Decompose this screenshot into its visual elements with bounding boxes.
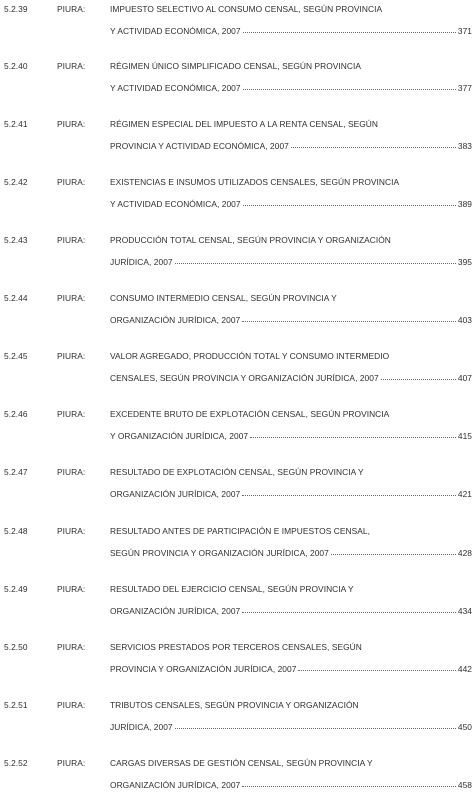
entry-title-line2: Y ACTIVIDAD ECONÓMICA, 2007 (110, 83, 241, 93)
dot-leader (250, 429, 456, 438)
entry-number: 5.2.41 (4, 119, 28, 129)
entry-title-row2 (110, 198, 472, 209)
dot-leader (331, 546, 456, 555)
entry-number: 5.2.42 (4, 177, 28, 187)
entry-title-line2: JURÍDICA, 2007 (110, 257, 173, 267)
entry-region: PIURA: (57, 119, 86, 129)
entry-title-row2 (110, 663, 472, 674)
entry-page-number: 377 (457, 83, 472, 93)
entry-number: 5.2.50 (4, 642, 28, 652)
entry-title-row2 (110, 82, 472, 93)
entry-title-row2 (110, 779, 472, 790)
dot-leader (291, 139, 456, 148)
dot-leader (175, 720, 456, 729)
entry-region: PIURA: (57, 293, 86, 303)
entry-title-line2: Y ACTIVIDAD ECONÓMICA, 2007 (110, 199, 241, 209)
entry-number: 5.2.40 (4, 61, 28, 71)
toc-entry[interactable] (0, 467, 474, 511)
entry-title-line1: RESULTADO DEL EJERCICIO CENSAL, SEGÚN PROVINCIA Y (110, 584, 354, 594)
dot-leader (242, 604, 456, 613)
entry-title-line2: PROVINCIA Y ORGANIZACIÓN JURÍDICA, 2007 (110, 664, 297, 674)
toc-entry[interactable] (0, 351, 474, 395)
entry-title-line1: RESULTADO ANTES DE PARTICIPACIÓN E IMPUESTOS CENSAL, (110, 526, 370, 536)
entry-title-line1: RÉGIMEN ÚNICO SIMPLIFICADO CENSAL, SEGÚN PROVINCIA (110, 61, 361, 71)
entry-region: PIURA: (57, 758, 86, 768)
entry-title-line2: Y ORGANIZACIÓN JURÍDICA, 2007 (110, 431, 249, 441)
entry-region: PIURA: (57, 642, 86, 652)
entry-title-row2 (110, 314, 472, 325)
dot-leader (242, 313, 456, 322)
entry-title-row2 (110, 547, 472, 558)
entry-title-line2: PROVINCIA Y ACTIVIDAD ECONÓMICA, 2007 (110, 141, 289, 151)
entry-title-row2 (110, 256, 472, 267)
toc-entry[interactable] (0, 177, 474, 221)
entry-region: PIURA: (57, 467, 86, 477)
entry-number: 5.2.45 (4, 351, 28, 361)
dot-leader (242, 487, 456, 496)
entry-number: 5.2.47 (4, 467, 28, 477)
entry-region: PIURA: (57, 235, 86, 245)
entry-title-line1: CARGAS DIVERSAS DE GESTIÓN CENSAL, SEGÚN PROVINCIA Y (110, 758, 373, 768)
entry-page-number: 403 (457, 315, 472, 325)
toc-entry[interactable] (0, 4, 474, 48)
entry-title-row2 (110, 488, 472, 499)
entry-title-row2 (110, 605, 472, 616)
entry-number: 5.2.51 (4, 700, 28, 710)
entry-title-line1: SERVICIOS PRESTADOS POR TERCEROS CENSALES, SEGÚN (110, 642, 362, 652)
entry-title-line1: VALOR AGREGADO, PRODUCCIÓN TOTAL Y CONSUMO INTERMEDIO (110, 351, 390, 361)
toc-entry[interactable] (0, 409, 474, 453)
entry-title-line2: ORGANIZACIÓN JURÍDICA, 2007 (110, 489, 241, 499)
entry-region: PIURA: (57, 409, 86, 419)
entry-number: 5.2.49 (4, 584, 28, 594)
toc-entry[interactable] (0, 235, 474, 279)
entry-title-line1: IMPUESTO SELECTIVO AL CONSUMO CENSAL, SEGÚN PROVINCIA (110, 4, 383, 14)
entry-region: PIURA: (57, 700, 86, 710)
entry-page-number: 450 (457, 722, 472, 732)
dot-leader (175, 255, 456, 264)
entry-title-line2: JURÍDICA, 2007 (110, 722, 173, 732)
entry-title-line1: RESULTADO DE EXPLOTACIÓN CENSAL, SEGÚN PROVINCIA Y (110, 467, 364, 477)
entry-page-number: 383 (457, 141, 472, 151)
entry-region: PIURA: (57, 4, 86, 14)
entry-page-number: 371 (457, 26, 472, 36)
dot-leader (381, 371, 456, 380)
entry-page-number: 415 (457, 431, 472, 441)
entry-title-row2 (110, 721, 472, 732)
entry-page-number: 421 (457, 489, 472, 499)
entry-region: PIURA: (57, 526, 86, 536)
entry-region: PIURA: (57, 177, 86, 187)
dot-leader (298, 662, 455, 671)
entry-title-row2 (110, 372, 472, 383)
entry-region: PIURA: (57, 61, 86, 71)
entry-title-line2: ORGANIZACIÓN JURÍDICA, 2007 (110, 606, 241, 616)
entry-title-row2 (110, 25, 472, 36)
entry-title-line2: Y ACTIVIDAD ECONÓMICA, 2007 (110, 26, 241, 36)
entry-title-line2: ORGANIZACIÓN JURÍDICA, 2007 (110, 780, 241, 790)
entry-title-line1: CONSUMO INTERMEDIO CENSAL, SEGÚN PROVINCIA Y (110, 293, 337, 303)
entry-number: 5.2.46 (4, 409, 28, 419)
entry-page-number: 442 (457, 664, 472, 674)
entry-title-line1: EXCEDENTE BRUTO DE EXPLOTACIÓN CENSAL, SEGÚN PROVINCIA (110, 409, 390, 419)
entry-title-row2 (110, 430, 472, 441)
toc-entry[interactable] (0, 584, 474, 628)
dot-leader (243, 24, 456, 33)
entry-page-number: 407 (457, 373, 472, 383)
entry-title-line2: SEGÚN PROVINCIA Y ORGANIZACIÓN JURÍDICA, 2007 (110, 548, 329, 558)
toc-entry[interactable] (0, 758, 474, 802)
entry-page-number: 428 (457, 548, 472, 558)
toc-entry[interactable] (0, 61, 474, 105)
entry-title-row2 (110, 140, 472, 151)
entry-number: 5.2.52 (4, 758, 28, 768)
toc-entry[interactable] (0, 293, 474, 337)
toc-entry[interactable] (0, 700, 474, 744)
entry-page-number: 434 (457, 606, 472, 616)
dot-leader (243, 81, 456, 90)
entry-title-line1: TRIBUTOS CENSALES, SEGÚN PROVINCIA Y ORGANIZACIÓN (110, 700, 359, 710)
toc-entry[interactable] (0, 526, 474, 570)
dot-leader (242, 778, 456, 787)
entry-title-line1: RÉGIMEN ESPECIAL DEL IMPUESTO A LA RENTA CENSAL, SEGÚN (110, 119, 378, 129)
entry-title-line1: PRODUCCIÓN TOTAL CENSAL, SEGÚN PROVINCIA Y ORGANIZACIÓN (110, 235, 391, 245)
toc-entry[interactable] (0, 119, 474, 163)
entry-number: 5.2.48 (4, 526, 28, 536)
entry-title-line2: CENSALES, SEGÚN PROVINCIA Y ORGANIZACIÓN JURÍDICA, 2007 (110, 373, 379, 383)
entry-number: 5.2.44 (4, 293, 28, 303)
entry-page-number: 458 (457, 780, 472, 790)
entry-number: 5.2.43 (4, 235, 28, 245)
entry-number: 5.2.39 (4, 4, 28, 14)
entry-title-line2: ORGANIZACIÓN JURÍDICA, 2007 (110, 315, 241, 325)
entry-title-line1: EXISTENCIAS E INSUMOS UTILIZADOS CENSALES, SEGÚN PROVINCIA (110, 177, 400, 187)
entry-region: PIURA: (57, 351, 86, 361)
entry-region: PIURA: (57, 584, 86, 594)
entry-page-number: 389 (457, 199, 472, 209)
dot-leader (243, 197, 456, 206)
toc-entry[interactable] (0, 642, 474, 686)
entry-page-number: 395 (457, 257, 472, 267)
